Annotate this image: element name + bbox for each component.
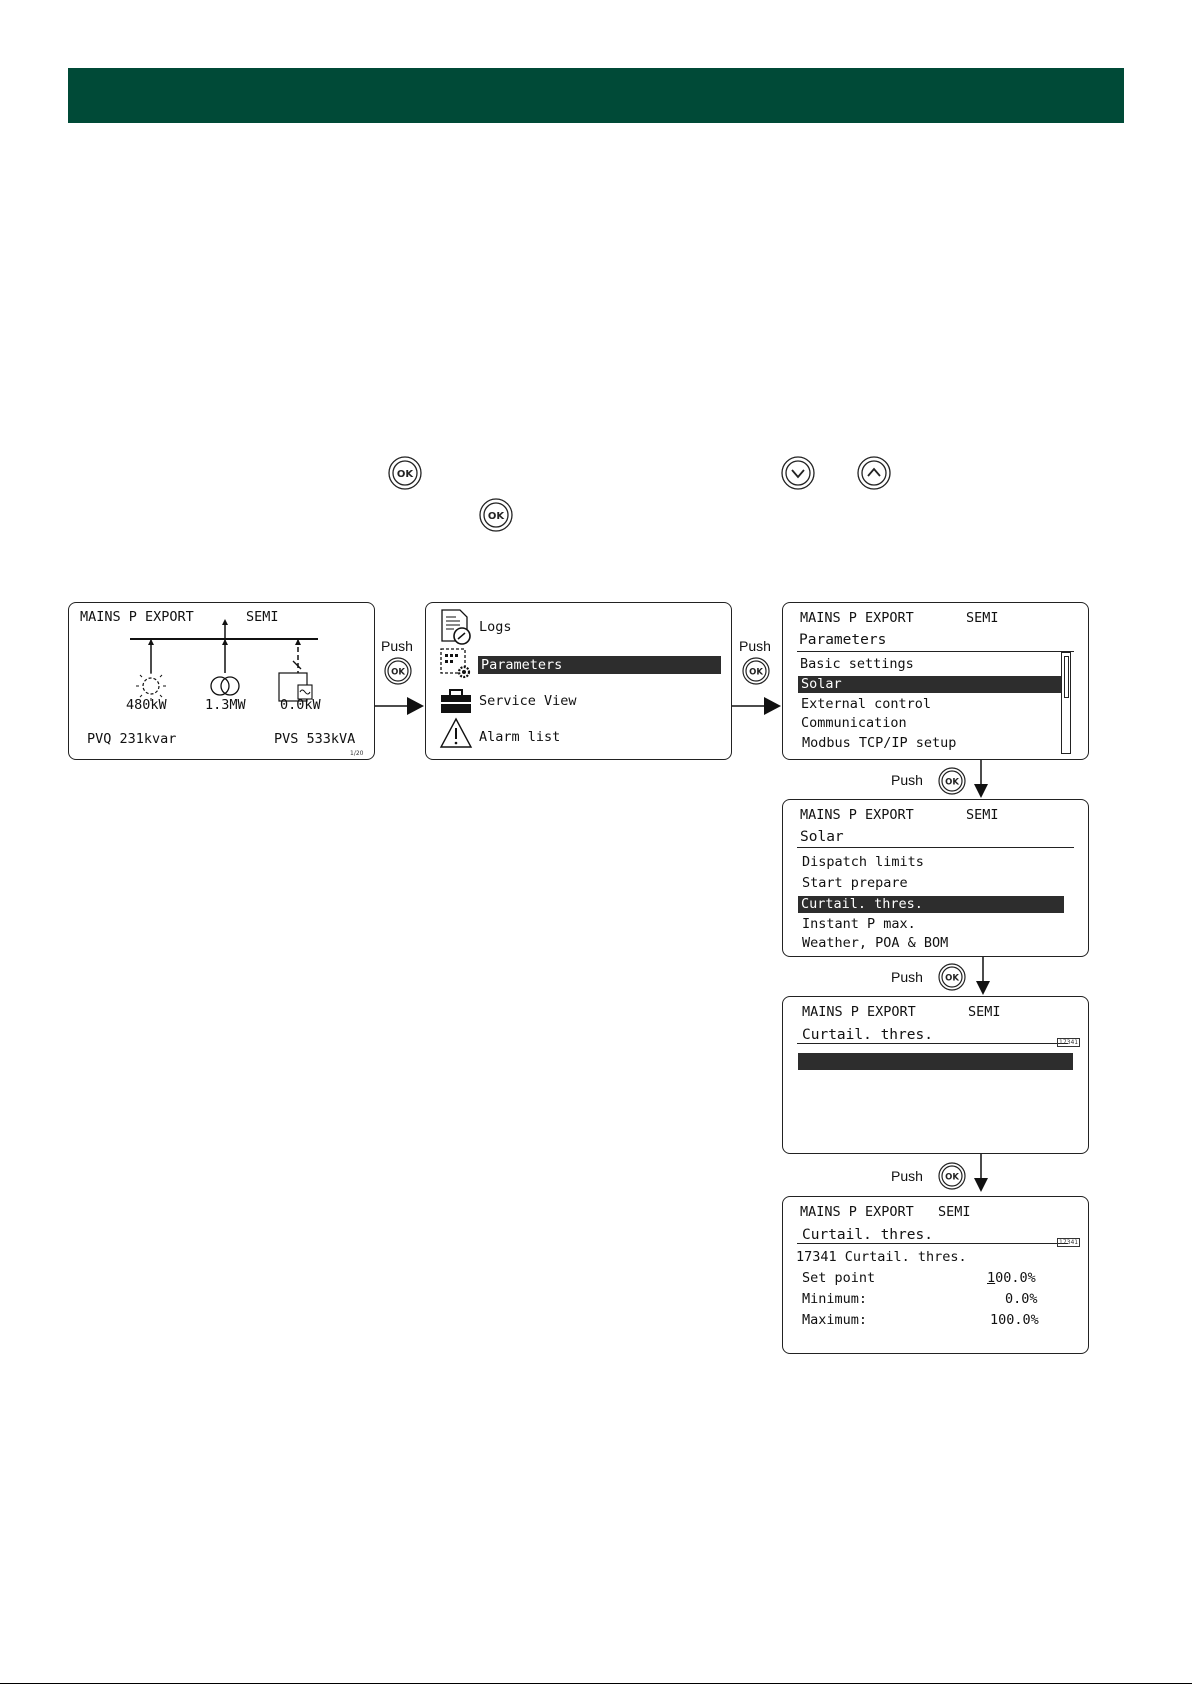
mode-text: SEMI — [938, 1204, 971, 1220]
param-row-value: 100.0% — [953, 1070, 1002, 1086]
param-group-weather[interactable]: Weather, POA & BOM — [802, 935, 949, 951]
ok-icon-label: OK — [945, 1172, 959, 1183]
ok-icon-label: OK — [945, 777, 959, 788]
flow-arrow — [972, 1154, 1002, 1194]
menu-item-service-view[interactable]: Service View — [479, 693, 577, 709]
maximum-value: 100.0% — [990, 1312, 1039, 1328]
push-label: Push — [891, 1168, 923, 1184]
status-text: MAINS P EXPORT — [80, 609, 194, 625]
title-divider — [797, 1243, 1068, 1244]
mains-power-value: 1.3MW — [205, 697, 246, 713]
ok-icon-label: OK — [391, 667, 405, 678]
mode-text: SEMI — [966, 807, 999, 823]
param-line: 17341 Curtail. thres. — [796, 1249, 967, 1265]
push-label: Push — [739, 638, 771, 654]
screen-setpoint-edit — [782, 1196, 1089, 1354]
ok-button-icon — [938, 963, 966, 991]
ok-icon-label: OK — [487, 511, 505, 522]
status-text: MAINS P EXPORT — [802, 1004, 916, 1020]
screen-solar — [782, 799, 1089, 957]
parameters-icon — [440, 648, 474, 680]
page-indicator: 1/20 — [350, 750, 364, 757]
screen-parameters — [782, 602, 1089, 760]
flow-arrow — [972, 760, 1002, 800]
ok-icon-label: OK — [749, 667, 763, 678]
pvs-value: PVS 533kVA — [274, 731, 356, 747]
mode-text: SEMI — [246, 609, 279, 625]
param-group-modbus[interactable]: Modbus TCP/IP setup — [802, 735, 957, 751]
param-group-communication[interactable]: Communication — [801, 715, 907, 731]
title-divider — [797, 847, 1074, 848]
param-group-instant-p-max[interactable]: Instant P max. — [802, 916, 916, 932]
setpoint-value-rest: 00.0% — [995, 1270, 1036, 1286]
setpoint-cursor-digit: 1 — [987, 1270, 996, 1286]
ok-button-icon — [742, 657, 770, 685]
title-divider — [797, 1043, 1068, 1044]
setpoint-label: Set point — [802, 1270, 876, 1286]
minimum-label: Minimum: — [802, 1291, 868, 1307]
param-group-curtail-thres[interactable]: Curtail. thres. — [798, 896, 1064, 913]
screen-curtail-list — [782, 996, 1089, 1154]
service-view-icon — [440, 689, 474, 715]
param-group-basic-settings[interactable]: Basic settings — [800, 656, 914, 672]
title-divider — [797, 651, 1074, 652]
minimum-value: 0.0% — [1005, 1291, 1038, 1307]
pvq-value: PVQ 231kvar — [87, 731, 177, 747]
gen-power-value: 0.0kW — [280, 697, 321, 713]
alarm-list-icon — [440, 718, 474, 750]
down-button-icon — [781, 456, 815, 490]
screen-title: Curtail. thres. — [802, 1027, 933, 1043]
setpoint-value[interactable] — [987, 1270, 1036, 1286]
ok-icon-label: OK — [945, 973, 959, 984]
mode-text: SEMI — [966, 610, 999, 626]
ok-button-icon — [938, 1162, 966, 1190]
push-label: Push — [891, 969, 923, 985]
up-button-icon — [857, 456, 891, 490]
logs-icon — [440, 609, 474, 645]
page-bottom-line — [0, 1683, 1192, 1684]
flow-arrow — [974, 957, 1004, 997]
ok-icon-label: OK — [396, 469, 414, 480]
param-row-curtail-thres[interactable] — [798, 1053, 1073, 1086]
header-bar — [68, 68, 1124, 123]
status-text: MAINS P EXPORT — [800, 807, 914, 823]
screen-title: Curtail. thres. — [802, 1227, 933, 1243]
screen-title: Solar — [800, 829, 844, 845]
transformer-icon — [211, 677, 239, 695]
param-group-external-control[interactable]: External control — [801, 696, 932, 712]
ok-button-icon — [388, 456, 422, 490]
param-group-dispatch-limits[interactable]: Dispatch limits — [802, 854, 924, 870]
param-row-label: Curtail. thres.: — [833, 1070, 964, 1086]
maximum-label: Maximum: — [802, 1312, 868, 1328]
pv-power-value: 480kW — [126, 697, 167, 713]
ok-button-icon — [384, 657, 412, 685]
mode-text: SEMI — [968, 1004, 1001, 1020]
ok-button-icon — [938, 767, 966, 795]
push-label: Push — [891, 772, 923, 788]
scrollbar[interactable] — [1061, 652, 1071, 754]
param-id-badge: 17341 — [1059, 1039, 1079, 1046]
param-group-start-prepare[interactable]: Start prepare — [802, 875, 908, 891]
menu-item-parameters[interactable]: Parameters — [478, 656, 721, 674]
param-id-badge: 17341 — [1059, 1239, 1079, 1246]
screen-supervision — [68, 602, 375, 760]
status-text: MAINS P EXPORT — [800, 1204, 914, 1220]
scrollbar-thumb[interactable] — [1064, 656, 1069, 698]
param-group-solar[interactable]: Solar — [798, 676, 1061, 693]
menu-item-alarm-list[interactable]: Alarm list — [479, 729, 561, 745]
status-text: MAINS P EXPORT — [800, 610, 914, 626]
ok-button-icon — [479, 498, 513, 532]
screen-main-menu — [425, 602, 732, 760]
push-label: Push — [381, 638, 413, 654]
menu-item-logs[interactable]: Logs — [479, 619, 512, 635]
screen-title: Parameters — [799, 632, 887, 648]
